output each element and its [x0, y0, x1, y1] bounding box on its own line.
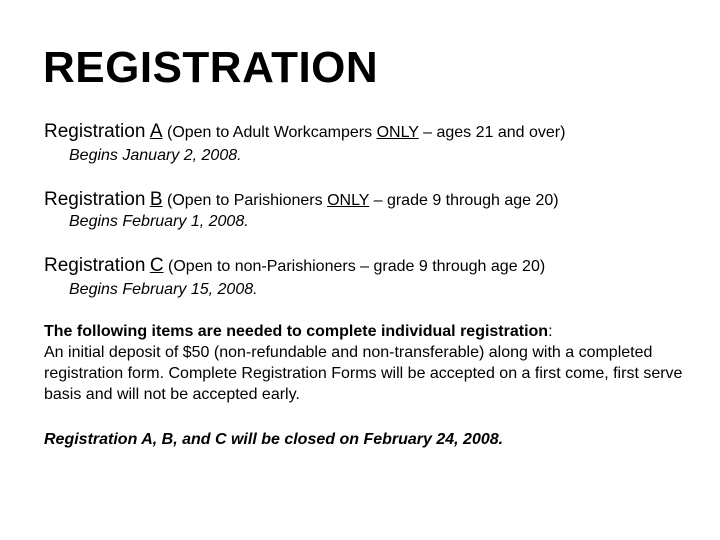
registration-detail-open: (Open to non-Parishioners – grade 9 through age 20) [168, 258, 546, 275]
registration-detail-open: (Open to Adult Workcampers [166, 124, 377, 141]
items-heading [44, 324, 553, 340]
items-heading-colon: : [548, 323, 553, 340]
closing-note: Registration A, B, and C will be closed on February 24, 2008. [44, 431, 504, 448]
registration-c-begins: Begins February 15, 2008. [69, 281, 258, 298]
registration-b-line [44, 190, 559, 209]
items-heading-text: The following items are needed to complete individual registration [44, 323, 549, 340]
registration-letter: A [149, 121, 163, 142]
page-title: REGISTRATION [43, 43, 379, 92]
items-body: An initial deposit of $50 (non-refundable and non-transferable) along with a completed registration form. Complete Registration Forms will be accepted on a first come, first serve basis and will not be accepted early. [44, 344, 683, 403]
registration-detail-open: (Open to Parishioners [166, 192, 328, 209]
registration-letter: C [149, 255, 164, 276]
registration-b-begins: Begins February 1, 2008. [69, 213, 249, 230]
registration-detail-emphasis: ONLY [327, 192, 370, 209]
registration-detail-rest: – grade 9 through age 20) [369, 192, 559, 209]
registration-label: Registration [44, 121, 146, 142]
registration-letter: B [149, 189, 163, 210]
registration-label: Registration [44, 189, 146, 210]
registration-detail-emphasis: ONLY [376, 124, 419, 141]
registration-detail-rest: – ages 21 and over) [418, 124, 566, 141]
registration-a-begins: Begins January 2, 2008. [69, 147, 242, 164]
registration-a-line [44, 122, 565, 141]
registration-label: Registration [44, 255, 146, 276]
registration-c-line [44, 256, 545, 275]
